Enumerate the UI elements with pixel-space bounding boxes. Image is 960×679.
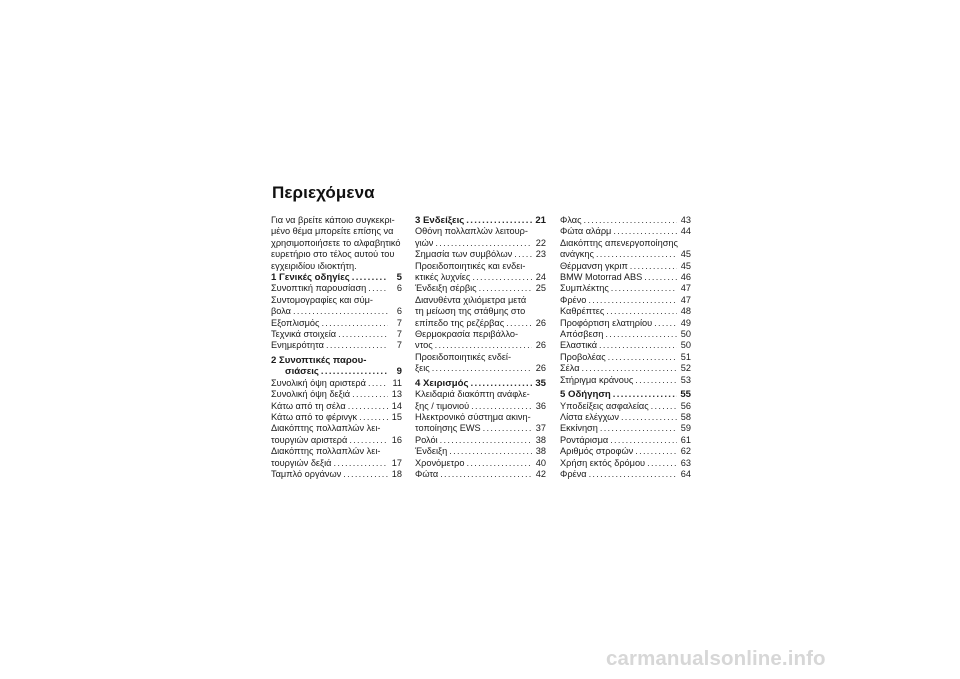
dot-leader: [467, 458, 532, 469]
dot-leader: [435, 238, 532, 249]
dot-leader: [348, 401, 388, 412]
dot-leader: [368, 378, 388, 389]
dot-leader: [506, 318, 532, 329]
page-number: 52: [680, 363, 691, 374]
page-number: 16: [391, 434, 402, 445]
dot-leader: [635, 375, 677, 386]
page-number: 62: [680, 446, 691, 457]
toc-entry-label: Ρολόι: [415, 434, 438, 445]
dot-leader: [514, 249, 532, 260]
toc-entry-label: βολα: [271, 306, 291, 317]
dot-leader: [596, 249, 677, 260]
toc-entry[interactable]: [415, 446, 546, 457]
toc-section-2[interactable]: [271, 355, 402, 378]
toc-entry[interactable]: [271, 423, 402, 446]
toc-entry[interactable]: [271, 401, 402, 412]
page-number: 59: [680, 423, 691, 434]
dot-leader: [471, 378, 532, 389]
page-number: 53: [680, 374, 691, 385]
intro-line: Για να βρείτε κάποιο συγκεκρι-: [271, 215, 395, 225]
page-number: 44: [680, 226, 691, 237]
toc-entry[interactable]: [271, 446, 402, 469]
toc-entry-label: Εκκίνηση: [560, 423, 598, 434]
toc-entry-label: Καθρέπτες: [560, 306, 605, 317]
dot-leader: [644, 272, 677, 283]
dot-leader: [440, 435, 532, 446]
dot-leader: [352, 272, 388, 283]
toc-entry-label: Κάτω από το φέρινγκ: [271, 411, 358, 422]
intro-line: χρησιμοποιήσετε το αλφαβητικό: [271, 237, 401, 248]
dot-leader: [582, 363, 677, 374]
toc-entry-label: Ελαστικά: [560, 340, 598, 351]
dot-leader: [352, 389, 388, 400]
toc-entry[interactable]: [560, 446, 691, 457]
toc-entry-label: Χρονόμετρο: [415, 457, 465, 468]
page-number: 22: [535, 237, 546, 248]
watermark: carmanualsonline.info: [606, 647, 826, 670]
toc-entry[interactable]: [560, 412, 691, 423]
toc-entry-label: Συνολική όψη δεξιά: [271, 389, 351, 400]
page-number: 38: [535, 434, 546, 445]
page-number: 47: [680, 294, 691, 305]
toc-entry[interactable]: [271, 340, 402, 351]
toc-entry[interactable]: [271, 329, 402, 340]
toc-entry-label: κτικές λυχνίες: [415, 272, 471, 283]
page-number: 5: [396, 272, 402, 284]
dot-leader: [359, 412, 388, 423]
toc-section-5[interactable]: [560, 389, 691, 400]
dot-leader: [440, 469, 532, 480]
toc-entry-label: Φώτα αλάρμ: [560, 226, 612, 237]
dot-leader: [621, 412, 677, 423]
toc-entry[interactable]: [560, 272, 691, 283]
toc-entry[interactable]: [271, 378, 402, 389]
dot-leader: [321, 318, 388, 329]
page-number: 61: [680, 434, 691, 445]
toc-entry-text: Διανυθέντα χιλιόμετρα μετά: [415, 294, 527, 305]
page-number: 56: [680, 400, 691, 411]
page-number: 11: [392, 377, 402, 388]
toc-column-2: [415, 215, 546, 480]
dot-leader: [432, 363, 532, 374]
toc-entry[interactable]: [415, 389, 546, 412]
toc-entry-text: τη μείωση της στάθμης στο: [415, 306, 526, 317]
dot-leader: [589, 469, 677, 480]
dot-leader: [483, 423, 532, 434]
toc-entry[interactable]: [415, 412, 546, 435]
page-number: 7: [396, 317, 402, 328]
toc-entry-label: Φλας: [560, 215, 582, 225]
toc-entry-label: ξεις: [415, 363, 430, 374]
toc-section-4[interactable]: [415, 378, 546, 389]
page-number: 13: [391, 389, 402, 400]
toc-entry-text: Προειδοποιητικές ενδεί-: [415, 351, 512, 362]
toc-entry[interactable]: [271, 389, 402, 400]
toc-entry[interactable]: [271, 412, 402, 423]
dot-leader: [472, 272, 532, 283]
dot-leader: [588, 295, 677, 306]
toc-entry-text: Ηλεκτρονικό σύστημα ακινη-: [415, 411, 531, 422]
section-title: 1 Γενικές οδηγίες: [271, 272, 350, 284]
dot-leader: [466, 215, 532, 226]
toc-entry-label: ξης / τιμονιού: [415, 400, 470, 411]
dot-leader: [647, 458, 677, 469]
page-number: 7: [396, 329, 402, 340]
section-title: 3 Ενδείξεις: [415, 215, 465, 226]
page-number: 38: [535, 446, 546, 457]
page-number: 7: [396, 340, 402, 351]
page-number: 40: [535, 457, 546, 468]
intro-paragraph: [271, 215, 402, 272]
toc-entry-label: ανάγκης: [560, 249, 594, 260]
toc-entry-label: Κάτω από τη σέλα: [271, 400, 346, 411]
page-number: 42: [535, 468, 546, 479]
page-number: 48: [680, 306, 691, 317]
page-number: 46: [680, 272, 691, 283]
page-number: 45: [680, 249, 691, 260]
toc-entry-label: επίπεδο της ρεζέρβας: [415, 317, 505, 328]
toc-entry-label: Ένδειξη σέρβις: [415, 283, 477, 294]
toc-entry-label: Συμπλέκτης: [560, 283, 609, 294]
section-title: 5 Οδήγηση: [560, 389, 611, 401]
toc-entry-label: BMW Motorrad ABS: [560, 272, 643, 283]
toc-entry-label: Θέρμανση γκριπ: [560, 260, 628, 271]
toc-entry-label: γιών: [415, 237, 434, 248]
dot-leader: [599, 340, 677, 351]
toc-entry[interactable]: [415, 295, 546, 329]
dot-leader: [613, 226, 677, 237]
toc-entry[interactable]: [560, 238, 691, 261]
dot-leader: [338, 329, 388, 340]
toc-entry-text: Οθόνη πολλαπλών λειτουρ-: [415, 226, 528, 237]
toc-entry-text: Κλειδαριά διακόπτη ανάφλε-: [415, 389, 530, 400]
toc-entry[interactable]: [560, 295, 691, 306]
page-number: 50: [680, 340, 691, 351]
toc-entry-text: Συντομογραφίες και σύμ-: [271, 294, 373, 305]
dot-leader: [611, 283, 677, 294]
page-number: 17: [391, 457, 402, 468]
toc-section-1[interactable]: [271, 272, 402, 283]
toc-entry-label: Ενημερότητα: [271, 340, 324, 351]
dot-leader: [635, 446, 677, 457]
page-number: 6: [396, 306, 402, 317]
page-number: 55: [680, 389, 691, 401]
page-number: 47: [680, 283, 691, 294]
toc-section-3[interactable]: [415, 215, 546, 226]
toc-entry-label: Χρήση εκτός δρόμου: [560, 457, 646, 468]
toc-entry[interactable]: [560, 352, 691, 363]
toc-entry[interactable]: [560, 375, 691, 386]
dot-leader: [605, 329, 677, 340]
toc-column-3: [560, 215, 691, 480]
toc-entry-text: Διακόπτης πολλαπλών λει-: [271, 446, 381, 457]
section-title: 4 Χειρισμός: [415, 377, 469, 389]
toc-entry-label: Λίστα ελέγχων: [560, 411, 619, 422]
toc-entry[interactable]: [271, 469, 402, 480]
toc-entry-label: Ταμπλό οργάνων: [271, 468, 342, 479]
page-number: 45: [680, 260, 691, 271]
toc-entry[interactable]: [560, 329, 691, 340]
toc-entry[interactable]: [415, 283, 546, 294]
toc-entry[interactable]: [415, 329, 546, 352]
page-number: 18: [391, 468, 402, 479]
page-number: 24: [535, 272, 546, 283]
toc-entry-label: Υποδείξεις ασφαλείας: [560, 400, 649, 411]
toc-entry[interactable]: [415, 469, 546, 480]
dot-leader: [479, 283, 532, 294]
page-number: 9: [396, 366, 402, 378]
toc-entry[interactable]: [560, 458, 691, 469]
toc-entry[interactable]: [415, 352, 546, 375]
toc-entry[interactable]: [415, 261, 546, 284]
dot-leader: [449, 446, 532, 457]
page-number: 51: [680, 351, 691, 362]
toc-entry-label: Σημασία των συμβόλων: [415, 249, 513, 260]
toc-entry-label: Φρένο: [560, 294, 587, 305]
dot-leader: [435, 340, 532, 351]
dot-leader: [471, 401, 532, 412]
dot-leader: [600, 423, 677, 434]
toc-entry-label: τουργιών δεξιά: [271, 457, 332, 468]
toc-entry-label: Απόσβεση: [560, 329, 604, 340]
page-number: 50: [680, 329, 691, 340]
section-title-line: 2 Συνοπτικές παρου-: [271, 354, 367, 366]
toc-entry[interactable]: [560, 226, 691, 237]
toc-entry-label: Ένδειξη: [415, 446, 448, 457]
toc-entry-label: Εξοπλισμός: [271, 317, 320, 328]
dot-leader: [349, 435, 388, 446]
dot-leader: [654, 318, 677, 329]
toc-entry[interactable]: [560, 340, 691, 351]
toc-entry-text: Θερμοκρασία περιβάλλο-: [415, 329, 519, 340]
toc-entry[interactable]: [415, 226, 546, 249]
toc-column-1: [271, 215, 402, 480]
page-number: 26: [535, 340, 546, 351]
page-number: 58: [680, 411, 691, 422]
dot-leader: [613, 389, 677, 400]
page-number: 23: [535, 249, 546, 260]
dot-leader: [630, 261, 677, 272]
page-number: 14: [391, 400, 402, 411]
toc-entry[interactable]: [271, 283, 402, 294]
page-number: 26: [535, 317, 546, 328]
toc-entry[interactable]: [560, 363, 691, 374]
dot-leader: [608, 352, 677, 363]
toc-entry-label: Συνολική όψη αριστερά: [271, 377, 366, 388]
toc-entry-label: ντος: [415, 340, 433, 351]
toc-entry-label: Φώτα: [415, 468, 439, 479]
toc-entry[interactable]: [560, 435, 691, 446]
toc-entry-label: Τεχνικά στοιχεία: [271, 329, 337, 340]
page-number: 6: [396, 283, 402, 294]
toc-entry[interactable]: [415, 435, 546, 446]
toc-entry[interactable]: [560, 215, 691, 226]
toc-entry[interactable]: [415, 458, 546, 469]
toc-entry-label: Φρένα: [560, 468, 587, 479]
intro-line: μένο θέμα μπορείτε επίσης να: [271, 226, 394, 237]
dot-leader: [326, 340, 388, 351]
page-number: 35: [535, 377, 546, 389]
toc-entry[interactable]: [560, 306, 691, 317]
toc-entry-text: Διακόπτης απενεργοποίησης: [560, 237, 678, 248]
toc-entry[interactable]: [560, 261, 691, 272]
dot-leader: [368, 283, 388, 294]
dot-leader: [321, 366, 388, 377]
intro-line: εγχειριδίου ιδιοκτήτη.: [271, 260, 357, 271]
page-number: 25: [535, 283, 546, 294]
dot-leader: [293, 306, 388, 317]
toc-entry-label: Ροντάρισμα: [560, 434, 609, 445]
dot-leader: [606, 306, 677, 317]
page-number: 43: [680, 215, 691, 225]
intro-line: ευρετήριο στο τέλος αυτού του: [271, 249, 395, 260]
dot-leader: [334, 458, 389, 469]
dot-leader: [610, 435, 677, 446]
page-number: 63: [680, 457, 691, 468]
toc-entry-label: Αριθμός στροφών: [560, 446, 634, 457]
toc-entry-label: Προβολέας: [560, 351, 606, 362]
toc-entry-label: Συνοπτική παρουσίαση: [271, 283, 367, 294]
toc-entry[interactable]: [415, 249, 546, 260]
page-number: 21: [535, 215, 546, 226]
dot-leader: [343, 469, 388, 480]
page-number: 26: [535, 363, 546, 374]
page-number: 36: [535, 400, 546, 411]
page-title: Περιεχόμενα: [272, 183, 375, 202]
page-number: 49: [680, 317, 691, 328]
toc-entry-label: Προφόρτιση ελατηρίου: [560, 317, 653, 328]
toc-entry-label: Στήριγμα κράνους: [560, 374, 634, 385]
toc-entry-label: Σέλα: [560, 363, 580, 374]
toc-entry[interactable]: [560, 401, 691, 412]
page-number: 64: [680, 468, 691, 479]
toc-entry-label: τοποίησης EWS: [415, 423, 481, 434]
toc-entry[interactable]: [560, 283, 691, 294]
toc-entry[interactable]: [560, 423, 691, 434]
dot-leader: [584, 215, 677, 226]
section-title-cont: σιάσεις: [285, 366, 319, 378]
dot-leader: [651, 401, 677, 412]
page-number: 37: [535, 423, 546, 434]
page-number: 15: [391, 411, 402, 422]
toc-entry-text: Διακόπτης πολλαπλών λει-: [271, 423, 381, 434]
toc-entry[interactable]: [271, 295, 402, 318]
toc-entry[interactable]: [560, 318, 691, 329]
toc-entry[interactable]: [560, 469, 691, 480]
toc-entry-text: Προειδοποιητικές και ενδει-: [415, 260, 526, 271]
toc-entry-label: τουργιών αριστερά: [271, 434, 348, 445]
toc-entry[interactable]: [271, 318, 402, 329]
